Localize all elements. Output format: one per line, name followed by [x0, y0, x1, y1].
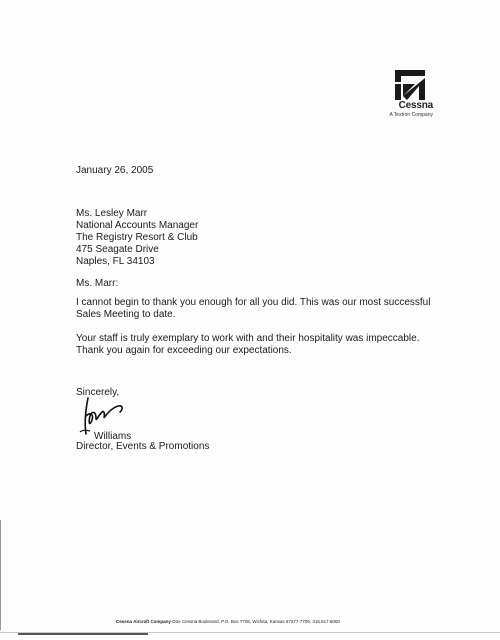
- closing: Sincerely,: [76, 387, 120, 398]
- letterhead-footer: [116, 619, 340, 624]
- scan-bottom-smudge: [18, 633, 148, 635]
- brand-tagline: A Textron Company: [389, 112, 433, 118]
- brand-name: Cessna: [398, 100, 433, 111]
- recipient-line: 475 Seagate Drive: [76, 244, 159, 255]
- signer-name: Williams: [94, 431, 132, 442]
- recipient-line: Ms. Lesley Marr: [76, 208, 148, 219]
- recipient-line: National Accounts Manager: [76, 220, 199, 231]
- letter-date: January 26, 2005: [76, 165, 154, 176]
- letterhead-logo: [391, 70, 433, 122]
- body-paragraph-2: [76, 333, 420, 357]
- recipient-address: [76, 208, 198, 268]
- body-paragraph-1: [76, 297, 430, 321]
- footer-address: One Cessna Boulevard, P.O. Box 7706, Wichita, Kansas 67277-7706, 316.517.6000: [172, 619, 340, 624]
- paragraph-line: Thank you again for exceeding our expectations.: [76, 345, 292, 356]
- salutation: Ms. Marr:: [76, 278, 119, 289]
- paragraph-line: Your staff is truly exemplary to work with and their hospitality was impeccable.: [76, 333, 420, 344]
- paragraph-line: Sales Meeting to date.: [76, 309, 176, 320]
- recipient-line: The Registry Resort & Club: [76, 232, 198, 243]
- paragraph-line: I cannot begin to thank you enough for all you did. This was our most successful: [76, 297, 431, 308]
- footer-company: Cessna Aircraft Company: [116, 619, 171, 624]
- recipient-line: Naples, FL 34103: [76, 256, 155, 267]
- signer-title: Director, Events & Promotions: [76, 441, 210, 452]
- scan-edge-line: [0, 520, 1, 630]
- cessna-logo-mark-icon: [395, 70, 425, 100]
